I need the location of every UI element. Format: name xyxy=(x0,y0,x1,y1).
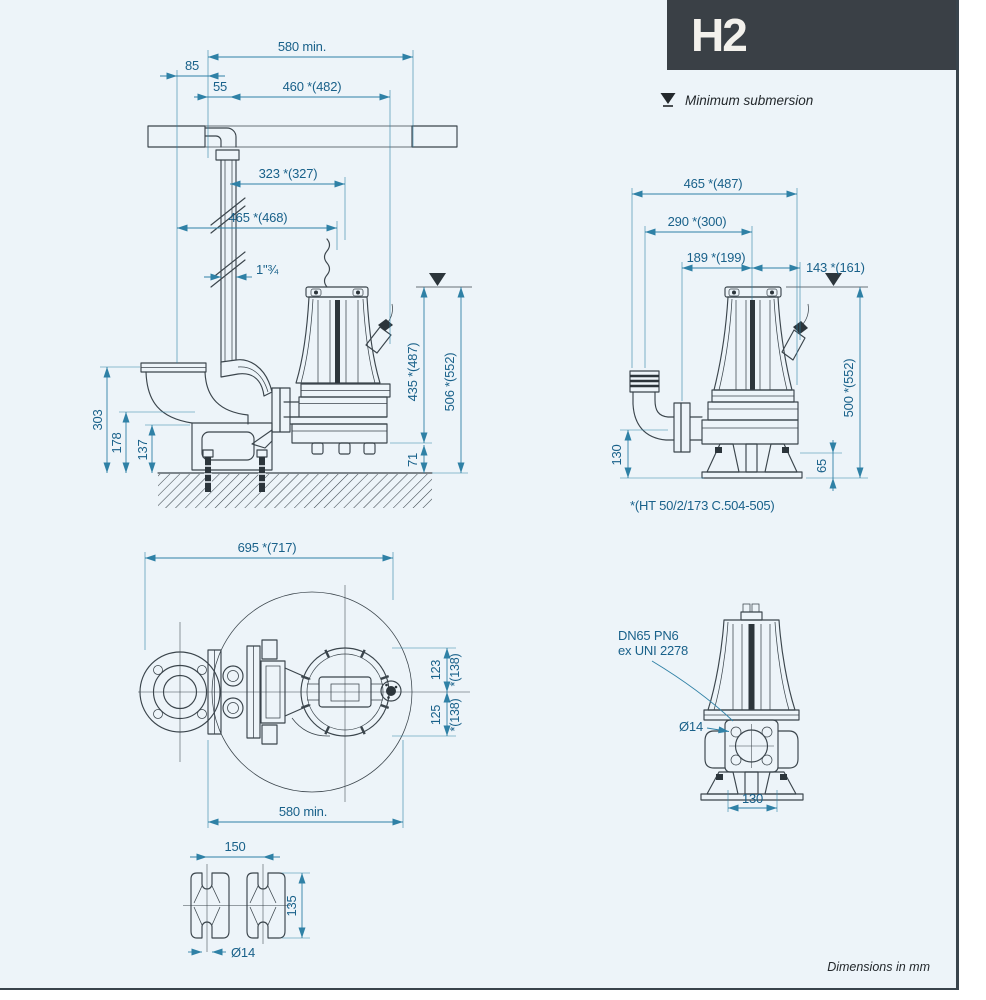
dim-base-height: 71 xyxy=(405,452,420,468)
guide-claw xyxy=(221,360,272,396)
dim-axis-to-back-alt: *(138) xyxy=(448,698,462,732)
dim-overall-width: 465 *(487) xyxy=(683,176,743,191)
dim-flange-height: 303 xyxy=(90,409,105,431)
series-header xyxy=(667,0,956,70)
dim-pit-width: 580 min. xyxy=(277,39,327,54)
footnote: *(HT 50/2/173 C.504-505) xyxy=(630,498,775,513)
dim-min-level: 500 *(552) xyxy=(841,358,856,418)
pump-side-view xyxy=(221,287,393,454)
lifting-chain xyxy=(325,239,330,287)
dim-hole-dia: Ø14 xyxy=(679,719,703,734)
dim-wall-offset: 85 xyxy=(184,58,200,73)
water-level-symbol xyxy=(786,273,868,287)
submersion-legend xyxy=(659,92,813,108)
water-level-icon xyxy=(659,92,677,108)
pump-front xyxy=(701,604,803,800)
dim-bracket-height: 135 xyxy=(284,895,299,917)
dim-min-level: 506 *(552) xyxy=(442,352,457,412)
guide-rail xyxy=(205,128,245,365)
series-title: H2 xyxy=(691,9,746,61)
dim-bracket-hole-dia: Ø14 xyxy=(231,945,255,960)
dim-rail-to-pump-axis: 323 *(327) xyxy=(258,166,318,181)
dim-base-width: 130 xyxy=(741,791,764,806)
dim-hose-to-axis: 290 *(300) xyxy=(667,214,727,229)
dim-axis-to-front: 123 xyxy=(429,659,443,681)
portable-view xyxy=(609,176,868,513)
hose-elbow xyxy=(630,371,702,452)
units-note: Dimensions in mm xyxy=(827,960,930,974)
dim-base-clearance: 65 xyxy=(814,458,829,474)
discharge-flange-front xyxy=(725,720,778,772)
dim-water-to-base: 435 *(487) xyxy=(405,342,420,402)
installed-view-dimensions xyxy=(90,39,468,473)
plan-view-dimensions xyxy=(145,540,462,828)
bracket-dimensions xyxy=(188,839,310,960)
dim-rail-to-pump-edge: 460 *(482) xyxy=(282,79,342,94)
pump-portable xyxy=(702,287,808,478)
dim-discharge-height: 130 xyxy=(609,444,624,466)
dim-axis-to-front-alt: *(138) xyxy=(448,653,462,687)
dim-foot-height: 137 xyxy=(135,439,150,461)
dim-pit-width-plan: 580 min. xyxy=(278,804,328,819)
bracket-detail xyxy=(183,839,310,960)
cable-gland xyxy=(782,330,805,360)
dim-rail-offset: 55 xyxy=(212,79,228,94)
concrete-slab xyxy=(148,126,457,147)
dim-overall-length: 695 *(717) xyxy=(237,540,297,555)
front-view xyxy=(618,604,803,812)
dim-axis-to-edge: 143 *(161) xyxy=(806,260,865,275)
flange-spec-line2: ex UNI 2278 xyxy=(618,643,689,658)
coupling-foot xyxy=(141,363,272,470)
flange-spec-line1: DN65 PN6 xyxy=(618,628,679,643)
dim-discharge-height: 178 xyxy=(109,432,124,454)
dim-flange-to-pump-axis: 465 *(468) xyxy=(228,210,288,225)
portable-view-dimensions xyxy=(609,176,868,513)
water-level-symbol xyxy=(416,273,472,287)
dim-bracket-width: 150 xyxy=(224,839,246,854)
legend-label: Minimum submersion xyxy=(685,92,814,108)
plan-view xyxy=(138,540,470,828)
floor xyxy=(158,450,432,508)
dim-axis-to-back: 125 xyxy=(429,704,443,726)
dim-guide-pipe: 1"¾ xyxy=(256,262,279,277)
installed-view xyxy=(90,39,472,508)
dim-flange-to-axis: 189 *(199) xyxy=(686,250,746,265)
